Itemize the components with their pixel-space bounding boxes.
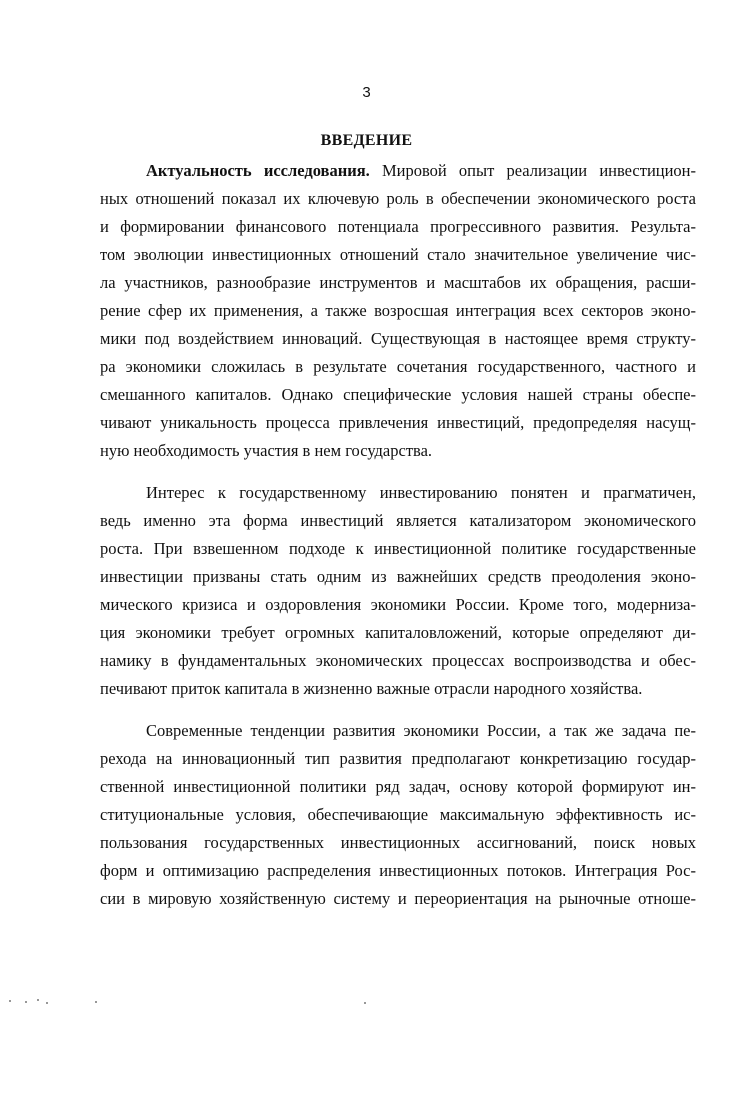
paragraph-line: Современные тенденции развития экономики России, а так же задача пе- [146, 721, 696, 740]
paragraph-line: ституциональные условия, обеспечивающие максимальную эффективность ис- [100, 805, 696, 824]
paragraph-line: том эволюции инвестиционных отношений стало значительное увеличение чис- [100, 245, 696, 264]
paragraph-line: чивают уникальность процесса привлечения инвестиций, предопределяя насущ- [100, 413, 696, 432]
paragraph-line: Актуальность исследования. Мировой опыт реализации инвестицион- [146, 161, 697, 180]
paragraph-line: печивают приток капитала в жизненно важные отрасли народного хозяйства. [100, 679, 643, 698]
paragraph-line: ную необходимость участия в нем государства. [100, 441, 433, 460]
paragraph-line: мического кризиса и оздоровления экономики России. Кроме того, модерниза- [100, 595, 696, 614]
paragraph-line: ственной инвестиционной политики ряд задач, основу которой формируют ин- [100, 777, 696, 796]
paragraph-line: намику в фундаментальных экономических процессах воспроизводства и обес- [100, 651, 696, 670]
paragraph-line: форм и оптимизацию распределения инвестиционных потоков. Интеграция Рос- [100, 861, 696, 880]
paragraph-line: ла участников, разнообразие инструментов и масштабов их обращения, расши- [100, 273, 696, 292]
paragraph-relevance [100, 157, 696, 465]
paragraph-state-investment [100, 479, 696, 703]
scan-speck [46, 1002, 48, 1004]
paragraph-line: рение сфер их применения, а также возросшая интеграция всех секторов эконо- [100, 301, 696, 320]
paragraph-line: мики под воздействием инноваций. Существующая в настоящее время структу- [100, 329, 696, 348]
paragraph-line: роста. При взвешенном подходе к инвестиционной политике государственные [100, 539, 696, 558]
paragraph-line: ведь именно эта форма инвестиций является катализатором экономического [100, 511, 696, 530]
scan-speck [25, 1001, 27, 1003]
scan-speck [95, 1001, 97, 1003]
document-body [100, 157, 696, 913]
paragraph-modern-trends [100, 717, 696, 913]
paragraph-line: и формировании финансового потенциала прогрессивного развития. Результа- [100, 217, 696, 236]
section-title: ВВЕДЕНИЕ [320, 132, 413, 149]
paragraph-line: рехода на инновационный тип развития предполагают конкретизацию государ- [100, 749, 696, 768]
paragraph-line: Интерес к государственному инвестированию понятен и прагматичен, [146, 483, 696, 502]
scan-artifacts [0, 998, 733, 1008]
paragraph-line: ция экономики требует огромных капиталовложений, которые определяют ди- [100, 623, 696, 642]
scan-speck [364, 1002, 366, 1004]
paragraph-lead: Актуальность исследования. [146, 161, 370, 180]
paragraph-line: ра экономики сложилась в результате сочетания государственного, частного и [100, 357, 696, 376]
paragraph-line: смешанного капиталов. Однако специфические условия нашей страны обеспе- [100, 385, 696, 404]
page-number: 3 [362, 84, 371, 101]
scan-speck [9, 1000, 11, 1002]
paragraph-line: инвестиции призваны стать одним из важнейших средств преодоления эконо- [100, 567, 696, 586]
paragraph-line: ных отношений показал их ключевую роль в обеспечении экономического роста [100, 189, 696, 208]
scan-speck [37, 999, 39, 1001]
paragraph-line: пользования государственных инвестиционных ассигнований, поиск новых [100, 833, 696, 852]
paragraph-line: сии в мировую хозяйственную систему и переориентация на рыночные отноше- [100, 889, 696, 908]
